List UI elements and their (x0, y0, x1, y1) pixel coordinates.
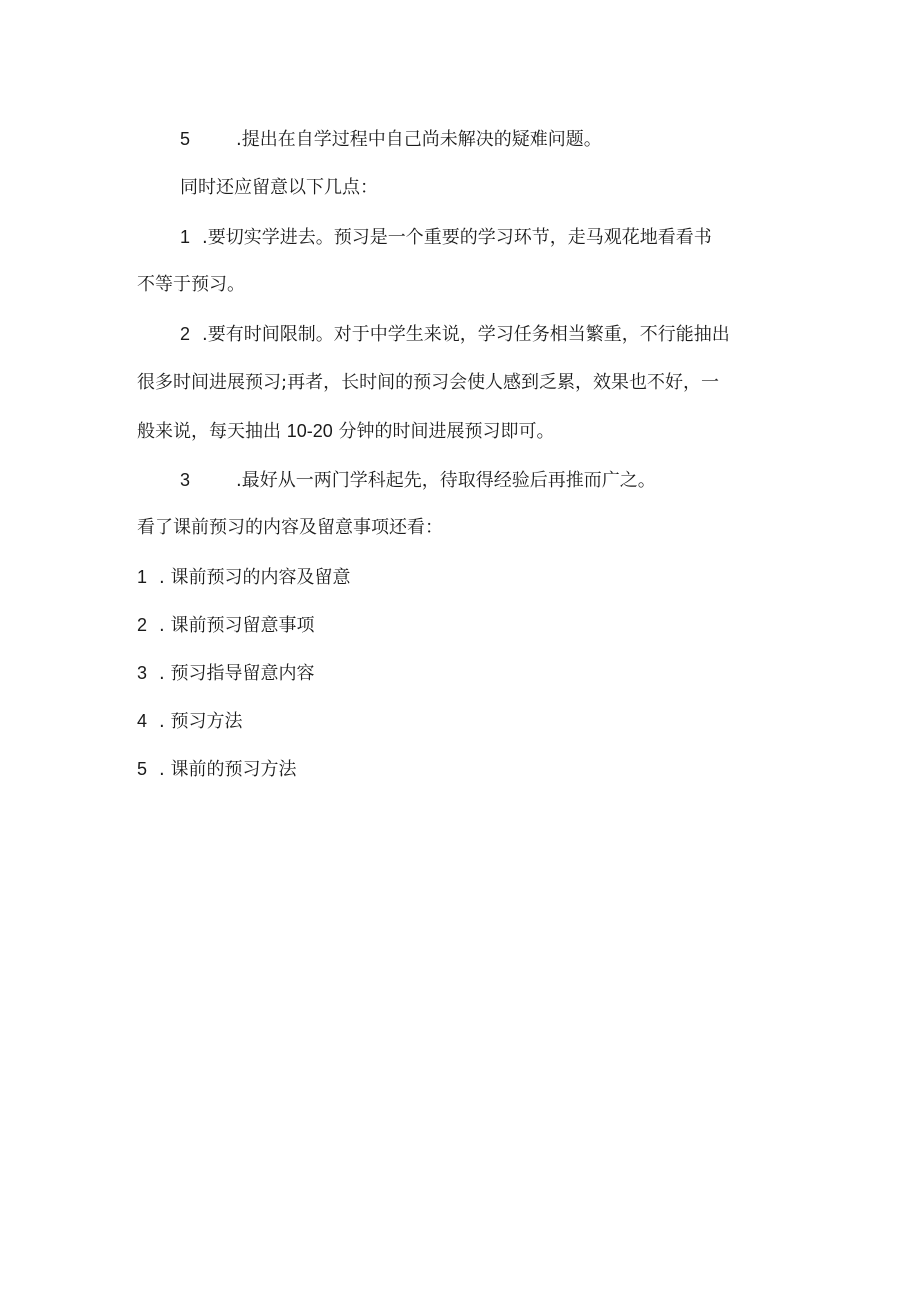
point-1-line-1 (180, 225, 712, 250)
point-3 (180, 468, 656, 493)
related-item-link[interactable]: . 课前预习留意事项 (159, 615, 315, 636)
point-number: 3 (180, 470, 191, 490)
point-2-line-2 (137, 371, 719, 395)
related-item[interactable] (137, 613, 314, 638)
point-1-line-2 (137, 273, 245, 297)
point-text: .要有时间限制。对于中学生来说，学习任务相当繁重，不行能抽出 (202, 324, 730, 345)
related-heading (137, 516, 443, 540)
point-text: .要切实学进去。预习是一个重要的学习环节，走马观花地看看书 (202, 227, 712, 248)
related-item-link[interactable]: . 课前预习的内容及留意 (159, 567, 351, 588)
related-item-number: 2 (137, 615, 148, 635)
point-number: 1 (180, 227, 191, 247)
point-text: 不等于预习。 (137, 274, 245, 295)
paragraph-text: .提出在自学过程中自己尚未解决的疑难问题。 (236, 129, 602, 150)
paragraph-5 (180, 127, 602, 152)
related-item-link[interactable]: . 课前的预习方法 (159, 759, 297, 780)
related-heading-text: 看了课前预习的内容及留意事项还看： (137, 517, 443, 538)
related-item-link[interactable]: . 预习方法 (159, 711, 243, 732)
time-range: 10-20 (286, 421, 333, 441)
related-item[interactable] (137, 565, 350, 590)
related-item-number: 3 (137, 663, 148, 683)
point-number: 2 (180, 324, 191, 344)
related-item-link[interactable]: . 预习指导留意内容 (159, 663, 315, 684)
paragraph-number: 5 (180, 129, 191, 149)
point-text: 般来说，每天抽出 (137, 421, 287, 442)
point-text: .最好从一两门学科起先，待取得经验后再推而广之。 (236, 470, 656, 491)
notes-intro-text: 同时还应留意以下几点： (180, 177, 378, 198)
notes-intro (180, 176, 378, 200)
point-text: 很多时间进展预习;再者，长时间的预习会使人感到乏累，效果也不好，一 (137, 372, 720, 393)
related-item-number: 5 (137, 759, 148, 779)
point-text: 分钟的时间进展预习即可。 (332, 421, 555, 442)
related-item-number: 1 (137, 567, 148, 587)
point-2-line-1 (180, 322, 730, 347)
related-item-number: 4 (137, 711, 148, 731)
related-item[interactable] (137, 757, 296, 782)
point-2-line-3 (137, 419, 555, 444)
related-item[interactable] (137, 661, 314, 686)
related-item[interactable] (137, 709, 242, 734)
